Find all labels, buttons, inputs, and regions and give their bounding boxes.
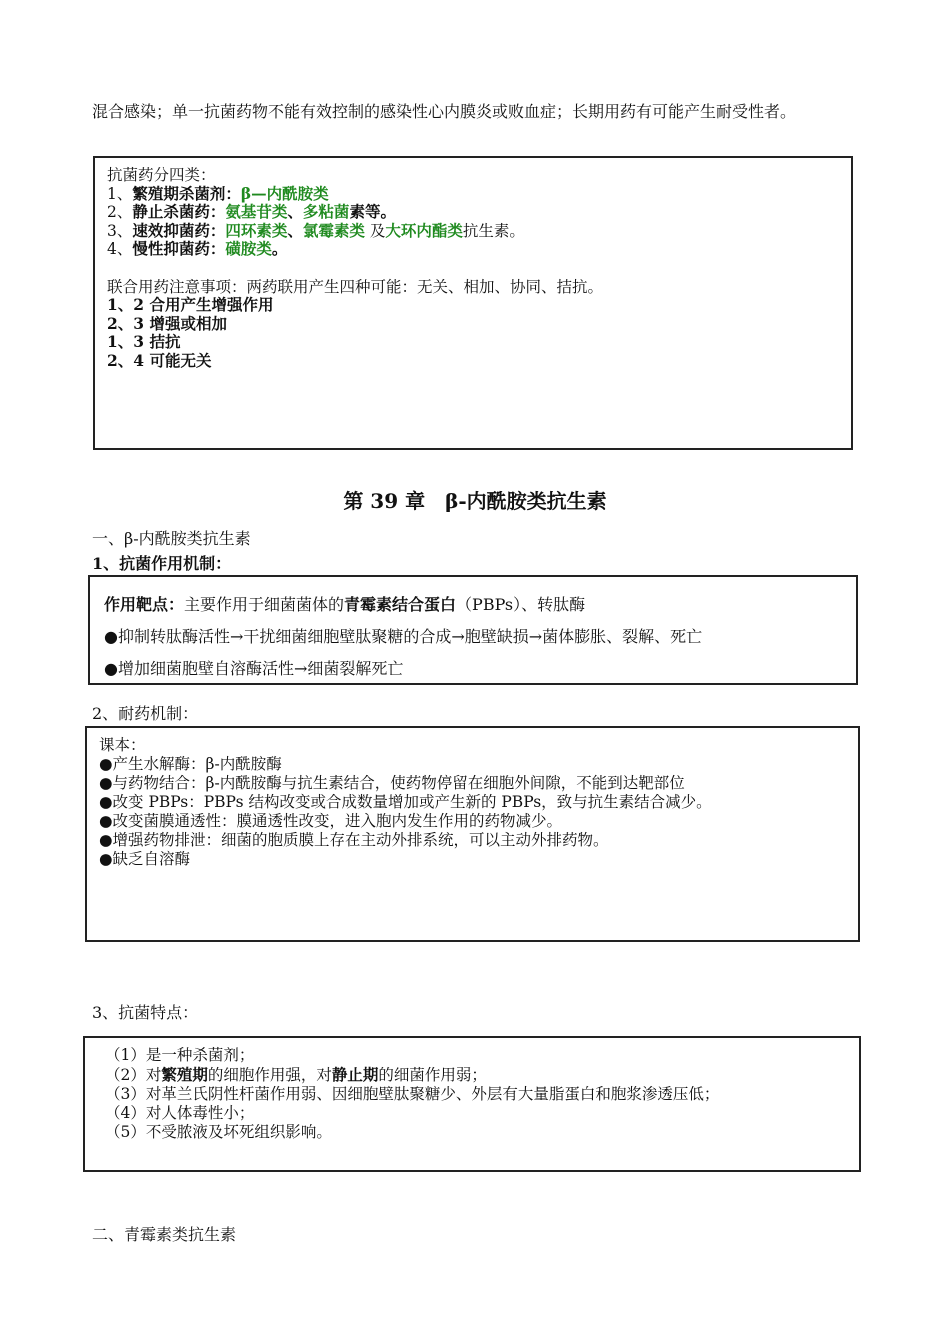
target-text: 主要作用于细菌菌体的 (184, 595, 345, 614)
target-bold: 青霉素结合蛋白 (344, 595, 457, 614)
antibiotic-classes-box (93, 156, 853, 450)
class-3-and: 及 (364, 221, 386, 240)
combo-note: 联合用药注意事项：两药联用产生四种可能：无关、相加、协同、拮抗。 (107, 277, 604, 296)
combo-item: 2、3 增强或相加 (107, 313, 227, 333)
class-3-drug-1: 四环素类 (225, 220, 288, 240)
class-2-num: 2、 (107, 203, 133, 221)
class-4-num: 4、 (107, 240, 133, 258)
combo-item: 1、2 合用产生增强作用 (107, 295, 274, 314)
class-4-drug: 磺胺类 (225, 239, 272, 258)
class-4 (107, 240, 839, 259)
feature-text: 的细菌作用弱； (378, 1066, 487, 1084)
class-3-num: 3、 (107, 221, 133, 240)
feature-item: （5）不受脓液及坏死组织影响。 (105, 1123, 332, 1141)
combo-item: 1、3 拮抗 (107, 332, 181, 351)
resistance-line: ●产生水解酶：β-内酰胺酶 (99, 755, 282, 773)
feature-item: （3）对革兰氏阴性杆菌作用弱、因细胞壁肽聚糖少、外层有大量脂蛋白和胞浆渗透压低； (105, 1085, 720, 1103)
class-2-tail: 素等。 (349, 202, 396, 221)
class-1-drug: β—内酰胺类 (240, 183, 329, 203)
mechanism-bullet: ●增加细菌胞壁自溶酶活性→细菌裂解死亡 (104, 659, 404, 678)
class-1-name: 繁殖期杀菌剂： (132, 183, 241, 203)
resistance-line: ●改变 PBPs：PBPs 结构改变或合成数量增加或产生新的 PBPs，致与抗生素结合减少。 (99, 793, 712, 811)
class-3-drug-3: 大环内酯类 (385, 220, 463, 240)
intro-paragraph: 混合感染；单一抗菌药物不能有效控制的感染性心内膜炎或败血症；长期用药有可能产生耐受性者。 (92, 102, 797, 121)
feature-text: （2）对 (105, 1066, 162, 1084)
feature-bold: 静止期 (331, 1065, 379, 1084)
class-3-drug-2: 氯霉素类 (302, 220, 365, 240)
class-1-num: 1、 (107, 184, 133, 203)
feature-bold: 繁殖期 (161, 1065, 208, 1084)
features-box (83, 1036, 861, 1172)
class-3-name: 速效抑菌药： (132, 220, 226, 240)
class-2-sep: 、 (287, 202, 303, 221)
spacer (107, 259, 839, 278)
class-3-sep: 、 (287, 220, 303, 240)
resistance-line: ●缺乏自溶酶 (99, 850, 191, 868)
feature-item: （4）对人体毒性小； (105, 1104, 255, 1122)
resistance-box (85, 726, 860, 942)
subsection-3-title: 3、抗菌特点： (92, 1003, 199, 1022)
target-line (104, 589, 842, 621)
class-3 (107, 222, 839, 241)
resistance-line: 课本： (99, 736, 146, 754)
combo-item: 2、4 可能无关 (107, 350, 212, 370)
resistance-line: ●增强药物排泄：细菌的胞质膜上存在主动外排系统，可以主动外排药物。 (99, 831, 609, 849)
class-4-tail: 。 (271, 239, 288, 258)
mechanism-bullet: ●抑制转肽酶活性→干扰细菌细胞壁肽聚糖的合成→胞壁缺损→菌体膨胀、裂解、死亡 (104, 627, 703, 646)
box1-title: 抗菌药分四类： (107, 166, 216, 184)
feature-text: 的细胞作用强，对 (207, 1066, 332, 1084)
resistance-line: ●改变菌膜通透性：膜通透性改变，进入胞内发生作用的药物减少。 (99, 812, 563, 830)
class-1 (107, 185, 839, 204)
feature-item (105, 1065, 839, 1085)
chapter-title: 第 39 章 β-内酰胺类抗生素 (343, 489, 607, 513)
subsection-2-title: 2、耐药机制： (92, 704, 199, 723)
mechanism-box (88, 575, 858, 685)
resistance-line: ●与药物结合：β-内酰胺酶与抗生素结合，使药物停留在细胞外间隙，不能到达靶部位 (99, 774, 685, 792)
class-2 (107, 203, 839, 222)
class-3-tail: 抗生素。 (462, 221, 525, 240)
section-1-title: 一、β-内酰胺类抗生素 (92, 529, 251, 548)
feature-item: （1）是一种杀菌剂； (105, 1046, 255, 1064)
class-2-name: 静止杀菌药： (132, 202, 226, 221)
class-2-drug-1: 氨基苷类 (225, 202, 288, 221)
target-text-2: （PBPs）、转肽酶 (456, 595, 586, 614)
class-2-drug-2: 多粘菌 (302, 202, 350, 221)
subsection-1-title: 1、抗菌作用机制： (92, 554, 232, 573)
class-4-name: 慢性抑菌药： (132, 239, 226, 258)
target-label: 作用靶点： (104, 595, 185, 614)
section-2-title: 二、青霉素类抗生素 (92, 1225, 237, 1244)
